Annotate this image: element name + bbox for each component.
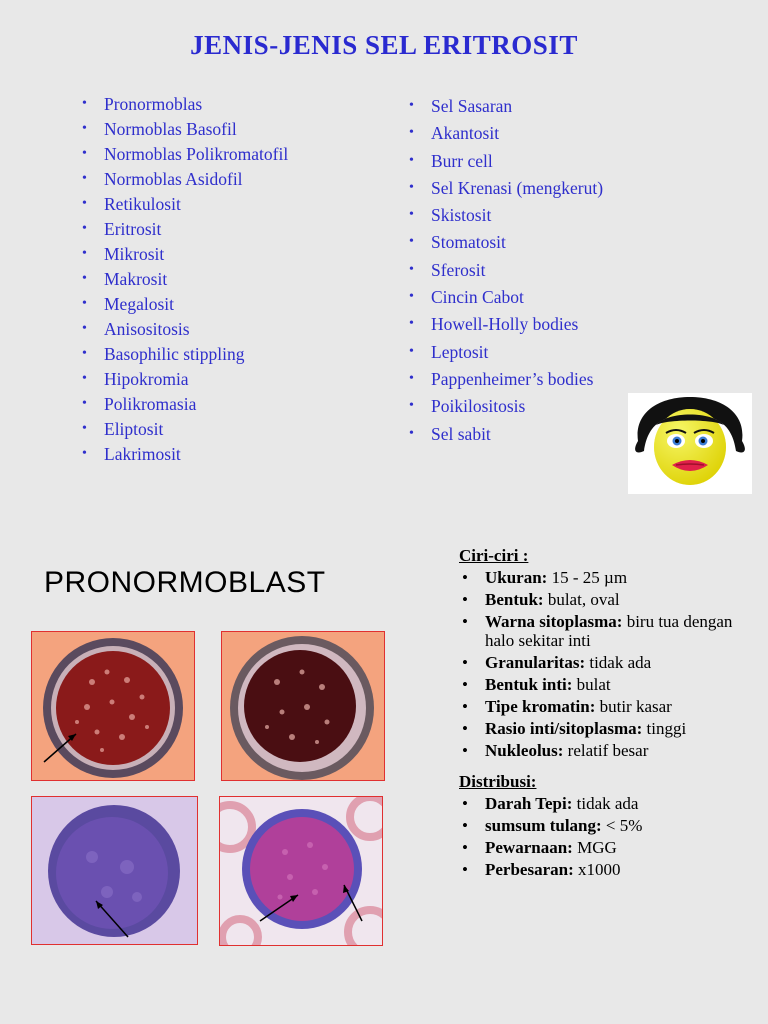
item-label: Rasio inti/sitoplasma: (485, 719, 643, 738)
list-item (459, 719, 759, 738)
list-item: • Poikilositosis (407, 395, 603, 422)
item-value: x1000 (573, 860, 621, 879)
list-item: • Sel sabit (407, 423, 603, 450)
item-value: biru tua dengan halo sekitar inti (485, 612, 733, 650)
list-item: • Normoblas Polikromatofil (80, 143, 288, 168)
item-label: Nukleolus: (485, 741, 564, 760)
item-label: Tipe kromatin: (485, 697, 596, 716)
list-item: • Sel Krenasi (mengkerut) (407, 177, 603, 204)
item-value: < 5% (601, 816, 643, 835)
cell-micrograph-image (219, 796, 383, 946)
list-item: • Pronormoblas (80, 93, 288, 118)
distribution-list (459, 794, 759, 879)
item-value: butir kasar (595, 697, 672, 716)
list-item: • Sferosit (407, 259, 603, 286)
list-item: • Burr cell (407, 150, 603, 177)
page-title: JENIS-JENIS SEL ERITROSIT (190, 30, 578, 60)
characteristics-heading: Ciri-ciri : (459, 546, 529, 565)
list-item: • Sel Sasaran (407, 95, 603, 122)
list-item (459, 697, 759, 716)
list-item: • Basophilic stippling (80, 343, 288, 368)
item-label: Perbesaran: (485, 860, 574, 879)
list-item: • Retikulosit (80, 193, 288, 218)
item-value: MGG (572, 838, 617, 857)
item-value: relatif besar (563, 741, 649, 760)
item-value: bulat, oval (543, 590, 620, 609)
erythrocyte-list-left (80, 93, 288, 468)
item-label: sumsum tulang: (485, 816, 602, 835)
list-item: • Normoblas Basofil (80, 118, 288, 143)
item-label: Bentuk: (485, 590, 544, 609)
item-value: tinggi (642, 719, 687, 738)
list-item (459, 838, 759, 857)
list-item: • Cincin Cabot (407, 286, 603, 313)
characteristics-panel (459, 546, 759, 882)
list-item (459, 568, 759, 587)
list-item: • Eritrosit (80, 218, 288, 243)
item-value: tidak ada (585, 653, 652, 672)
item-value: bulat (572, 675, 611, 694)
list-item: • Hipokromia (80, 368, 288, 393)
list-item: • Lakrimosit (80, 443, 288, 468)
list-item: • Normoblas Asidofil (80, 168, 288, 193)
list-item (459, 816, 759, 835)
item-label: Bentuk inti: (485, 675, 573, 694)
list-item: • Makrosit (80, 268, 288, 293)
list-item: • Stomatosit (407, 231, 603, 258)
list-item: • Pappenheimer’s bodies (407, 368, 603, 395)
list-item: • Mikrosit (80, 243, 288, 268)
list-item: • Polikromasia (80, 393, 288, 418)
characteristics-list (459, 568, 759, 760)
item-value: 15 - 25 µm (547, 568, 628, 587)
list-item (459, 675, 759, 694)
item-label: Pewarnaan: (485, 838, 573, 857)
item-label: Darah Tepi: (485, 794, 573, 813)
list-item: • Eliptosit (80, 418, 288, 443)
list-item: • Leptosit (407, 341, 603, 368)
item-label: Ukuran: (485, 568, 548, 587)
list-item (459, 612, 759, 650)
list-item: • Akantosit (407, 122, 603, 149)
cell-micrograph-image (31, 796, 198, 945)
list-item: • Howell-Holly bodies (407, 313, 603, 340)
distribution-heading: Distribusi: (459, 772, 537, 791)
cell-micrograph-image (221, 631, 385, 781)
section-title: PRONORMOBLAST (44, 566, 326, 599)
cell-micrograph-image (31, 631, 195, 781)
list-item (459, 590, 759, 609)
list-item: • Megalosit (80, 293, 288, 318)
cartoon-face-icon (628, 393, 752, 494)
list-item (459, 653, 759, 672)
list-item: • Skistosit (407, 204, 603, 231)
item-label: Granularitas: (485, 653, 586, 672)
list-item: • Anisositosis (80, 318, 288, 343)
item-label: Warna sitoplasma: (485, 612, 623, 631)
item-value: tidak ada (572, 794, 639, 813)
list-item (459, 860, 759, 879)
erythrocyte-list-right (407, 95, 603, 450)
list-item (459, 741, 759, 760)
list-item (459, 794, 759, 813)
